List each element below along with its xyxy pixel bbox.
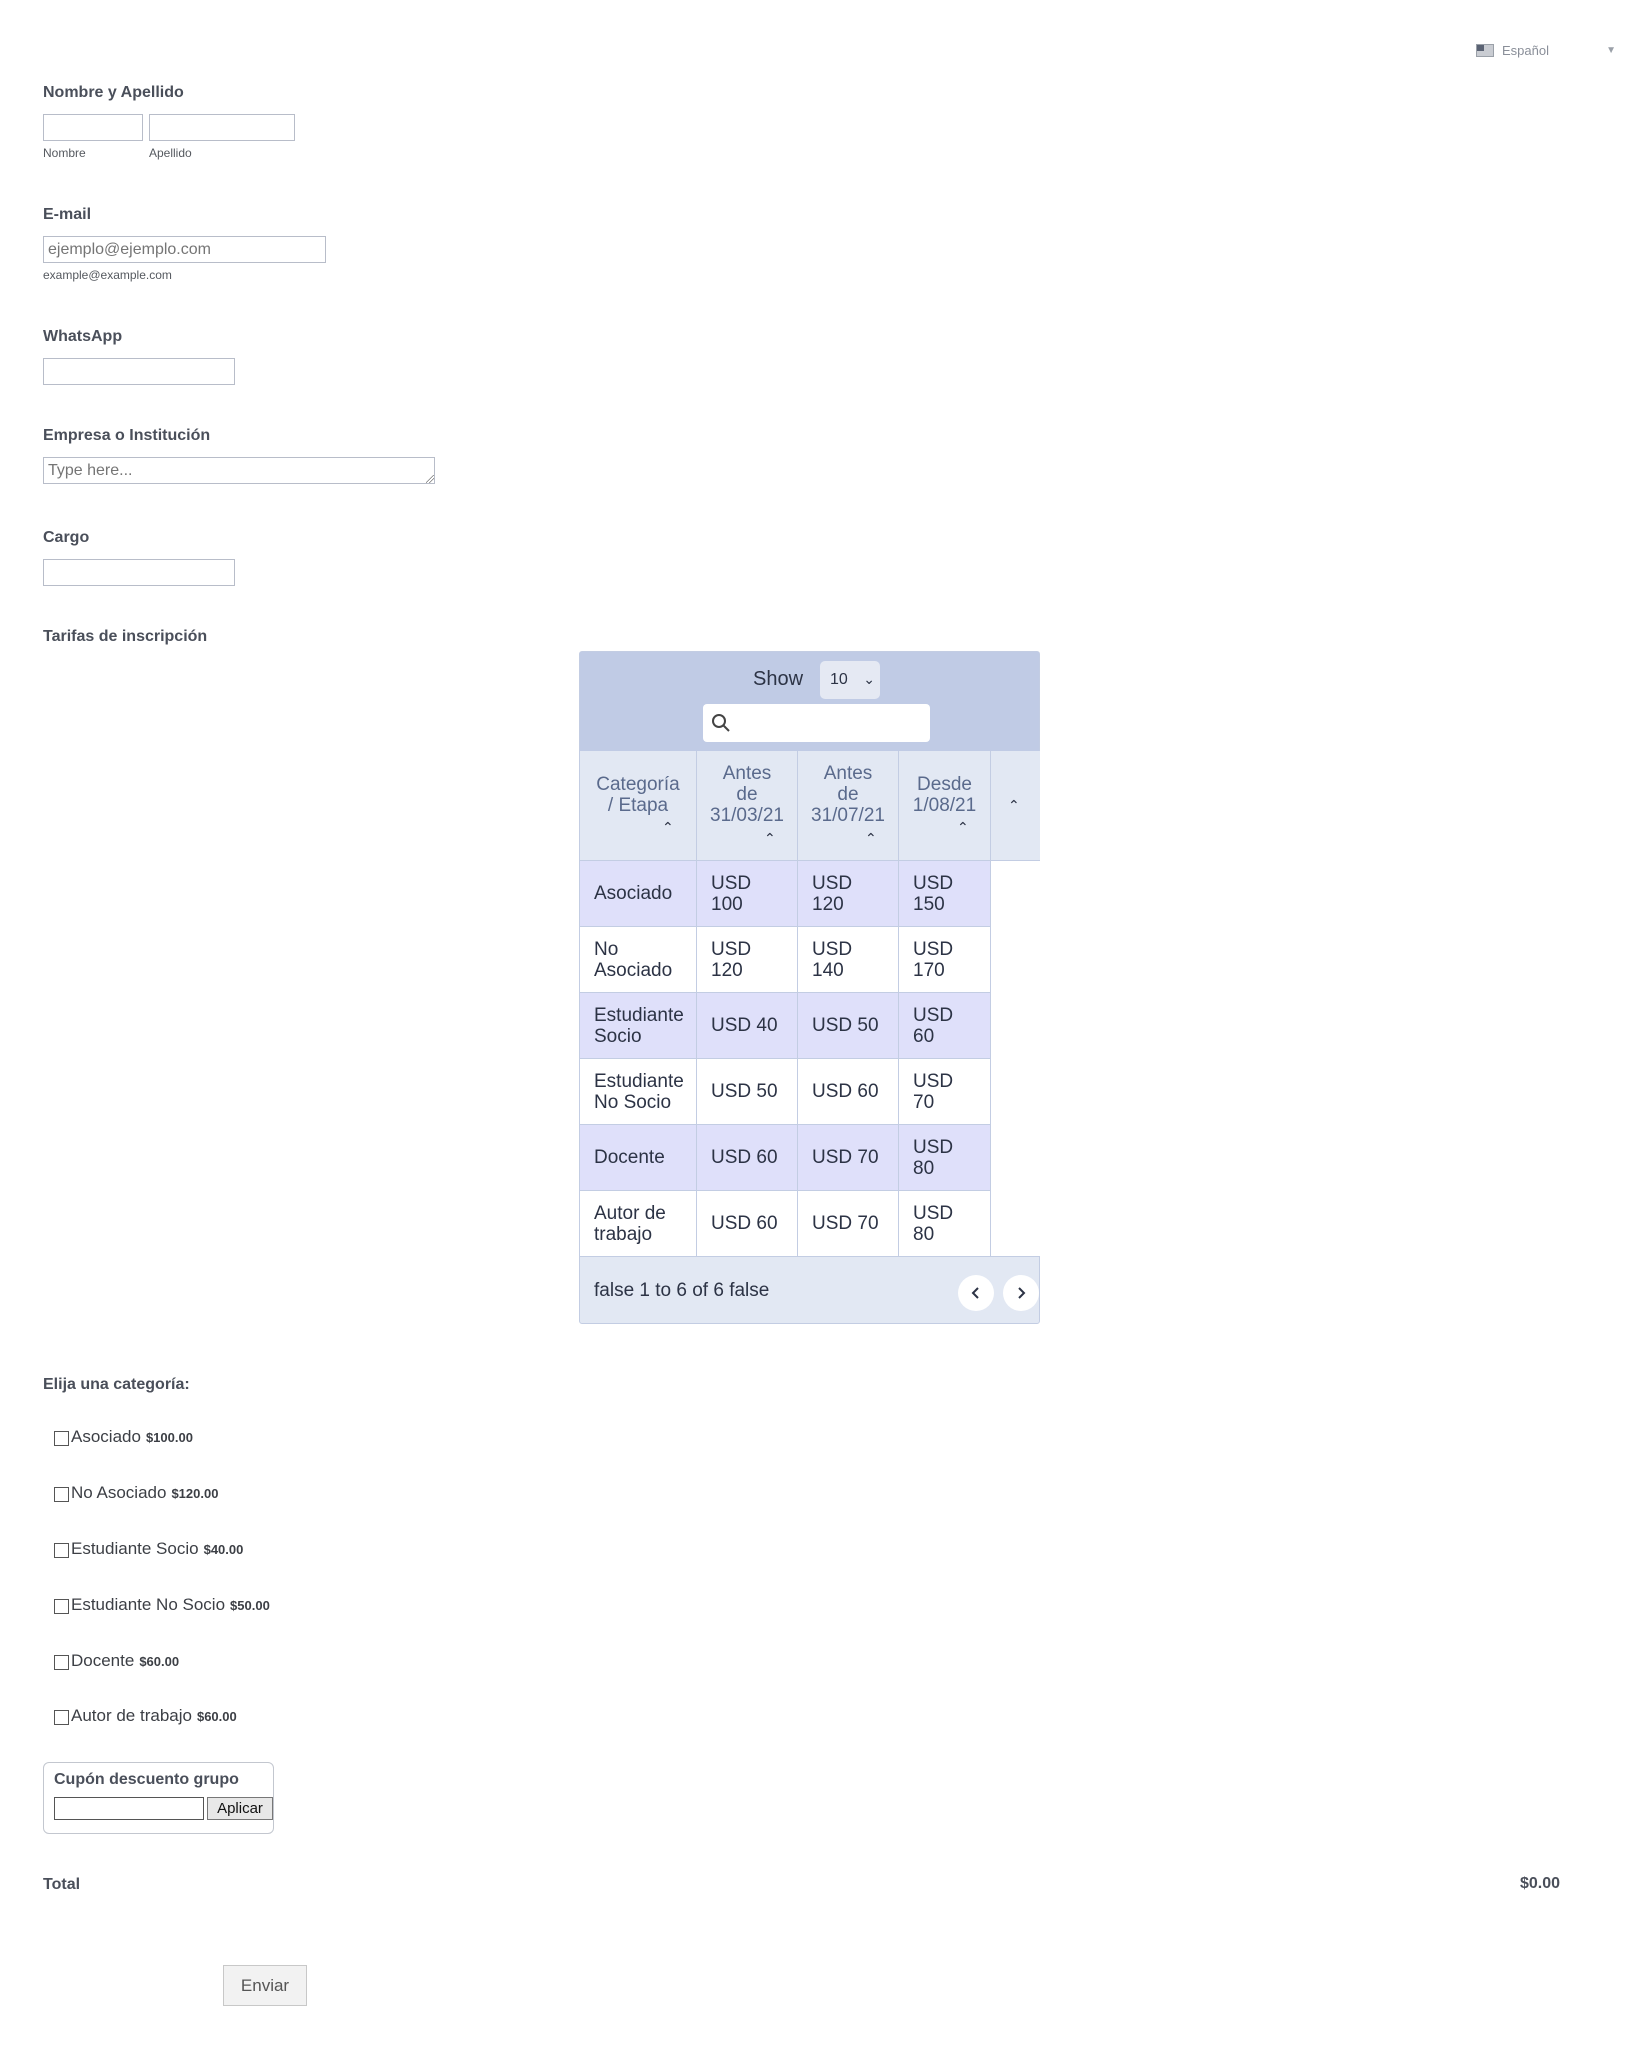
cell <box>697 861 798 927</box>
cell-empty <box>991 1125 1040 1191</box>
header-before-0331-line3: 31/03/21 <box>710 805 784 826</box>
cell: USD 70 <box>798 1125 899 1191</box>
cell-line: USD <box>812 872 853 894</box>
header-collapse[interactable] <box>991 751 1040 861</box>
category-name: No Asociado <box>71 1483 167 1502</box>
last-name-input[interactable] <box>149 114 295 141</box>
email-input[interactable] <box>43 236 326 263</box>
flag-icon <box>1476 44 1494 57</box>
cell: USD 60 <box>697 1125 798 1191</box>
cell-line: USD <box>913 1070 954 1092</box>
table-row <box>580 927 697 993</box>
cell <box>899 861 991 927</box>
cell <box>798 861 899 927</box>
apply-coupon-button[interactable]: Aplicar <box>207 1797 273 1820</box>
checkbox[interactable] <box>54 1599 69 1614</box>
category-name: Estudiante No Socio <box>71 1595 226 1614</box>
header-from-0801[interactable] <box>899 751 991 861</box>
cell-line: No Socio <box>594 1091 672 1113</box>
cell-line: 70 <box>913 1091 935 1113</box>
cell: USD 50 <box>697 1059 798 1125</box>
cell-line: USD <box>711 938 752 960</box>
category-name: Asociado <box>71 1427 141 1446</box>
chevron-down-icon: ⌄ <box>863 671 875 687</box>
cell-line: USD <box>913 1004 954 1026</box>
next-page-button[interactable] <box>1003 1275 1039 1311</box>
fees-label: Tarifas de inscripción <box>43 628 208 645</box>
header-before-0731-line3: 31/07/21 <box>811 805 885 826</box>
cell: USD 60 <box>697 1191 798 1257</box>
page-size-value: 10 <box>830 671 848 688</box>
cell-line: trabajo <box>594 1223 653 1245</box>
category-option[interactable] <box>54 1706 237 1726</box>
table-row: Docente <box>580 1125 697 1191</box>
sort-icon[interactable]: ⌃ <box>662 819 674 835</box>
header-category-line2: / Etapa <box>607 795 669 816</box>
cell: Asociado <box>594 883 673 904</box>
header-before-0731[interactable] <box>798 751 899 861</box>
last-name-sublabel: Apellido <box>149 146 192 160</box>
checkbox[interactable] <box>54 1655 69 1670</box>
cell-line: USD <box>812 938 853 960</box>
cell <box>899 927 991 993</box>
prev-page-button[interactable] <box>958 1275 994 1311</box>
cell-line: 120 <box>812 893 844 915</box>
company-textarea[interactable] <box>43 457 435 484</box>
header-category[interactable] <box>580 751 697 861</box>
category-option[interactable] <box>54 1539 243 1559</box>
cell-line: 140 <box>812 959 844 981</box>
sort-icon[interactable]: ⌃ <box>957 819 969 835</box>
coupon-box <box>43 1762 274 1834</box>
table-search-input[interactable] <box>703 704 930 742</box>
checkbox[interactable] <box>54 1431 69 1446</box>
cell <box>899 1125 991 1191</box>
cell <box>899 1059 991 1125</box>
category-name: Estudiante Socio <box>71 1539 199 1558</box>
cell-line: Estudiante <box>594 1070 684 1092</box>
header-from-0801-line2: 1/08/21 <box>912 795 977 816</box>
cell-line: 80 <box>913 1157 935 1179</box>
cell-line: Estudiante <box>594 1004 684 1026</box>
total-label: Total <box>43 1876 81 1893</box>
position-label: Cargo <box>43 529 90 546</box>
category-name: Autor de trabajo <box>71 1706 192 1725</box>
table-row <box>580 993 697 1059</box>
cell-line: 120 <box>711 959 743 981</box>
cell-line: USD <box>913 1202 954 1224</box>
table-row <box>580 1059 697 1125</box>
header-before-0331[interactable] <box>697 751 798 861</box>
cell-line: USD <box>913 938 954 960</box>
cell-line: Autor de <box>594 1202 666 1224</box>
table-toolbar <box>580 652 1039 751</box>
table-row <box>580 1191 697 1257</box>
table-row <box>580 861 697 927</box>
language-label: Español <box>1502 42 1549 58</box>
category-label: Elija una categoría: <box>43 1376 190 1393</box>
submit-button[interactable]: Enviar <box>223 1965 307 2006</box>
name-label: Nombre y Apellido <box>43 84 184 101</box>
chevron-up-icon[interactable]: ⌃ <box>1008 797 1020 813</box>
cell-line: 170 <box>913 959 945 981</box>
first-name-input[interactable] <box>43 114 143 141</box>
category-price: $120.00 <box>171 1485 219 1501</box>
header-before-0731-line2: de <box>837 784 859 805</box>
header-before-0331-line2: de <box>736 784 758 805</box>
sort-icon[interactable]: ⌃ <box>865 830 877 846</box>
language-selector[interactable] <box>1476 40 1616 60</box>
cell-line: 80 <box>913 1223 935 1245</box>
category-price: $60.00 <box>196 1708 237 1724</box>
cell-empty <box>991 861 1040 927</box>
cell-line: 100 <box>711 893 743 915</box>
category-name: Docente <box>71 1651 135 1670</box>
category-price: $60.00 <box>139 1653 180 1669</box>
resize-handle-icon[interactable] <box>426 475 434 483</box>
header-before-0331-line1: Antes <box>722 763 772 784</box>
cell-empty <box>991 1059 1040 1125</box>
chevron-left-icon <box>970 1287 982 1299</box>
whatsapp-label: WhatsApp <box>43 328 123 345</box>
category-option[interactable] <box>54 1651 179 1671</box>
cell-line: Socio <box>594 1025 642 1047</box>
cell <box>899 1191 991 1257</box>
coupon-input[interactable] <box>54 1797 204 1820</box>
cell <box>899 993 991 1059</box>
category-option[interactable] <box>54 1427 193 1447</box>
chevron-down-icon: ▼ <box>1606 44 1616 56</box>
first-name-sublabel: Nombre <box>43 146 86 160</box>
category-price: $40.00 <box>203 1541 244 1557</box>
position-input[interactable] <box>43 559 235 586</box>
cell <box>697 927 798 993</box>
cell-line: No <box>594 938 619 960</box>
page-size-select[interactable] <box>820 661 880 699</box>
category-price: $100.00 <box>145 1429 193 1445</box>
category-option[interactable] <box>54 1483 218 1503</box>
cell: USD 60 <box>798 1059 899 1125</box>
checkbox[interactable] <box>54 1487 69 1502</box>
company-label: Empresa o Institución <box>43 427 211 444</box>
sort-icon[interactable]: ⌃ <box>764 830 776 846</box>
cell-line: USD <box>913 872 954 894</box>
header-before-0731-line1: Antes <box>823 763 873 784</box>
header-from-0801-line1: Desde <box>917 774 972 795</box>
category-option[interactable] <box>54 1595 270 1615</box>
cell: USD 70 <box>798 1191 899 1257</box>
cell-line: 60 <box>913 1025 935 1047</box>
cell-empty <box>991 1191 1040 1257</box>
fees-table-widget <box>579 651 1040 1324</box>
whatsapp-input[interactable] <box>43 358 235 385</box>
cell-empty <box>991 927 1040 993</box>
cell-line: Asociado <box>594 959 673 981</box>
cell-empty <box>991 993 1040 1059</box>
cell-line: USD <box>711 872 752 894</box>
company-textarea-wrap <box>43 457 435 484</box>
show-label: Show <box>753 668 804 690</box>
total-value: $0.00 <box>1520 1875 1561 1892</box>
chevron-right-icon <box>1015 1287 1027 1299</box>
cell: USD 40 <box>697 993 798 1059</box>
email-sublabel: example@example.com <box>43 268 172 282</box>
cell: USD 50 <box>798 993 899 1059</box>
coupon-label: Cupón descuento grupo <box>54 1771 239 1788</box>
cell-line: USD <box>913 1136 954 1158</box>
checkbox[interactable] <box>54 1710 69 1725</box>
cell <box>798 927 899 993</box>
search-icon <box>711 713 731 733</box>
email-label: E-mail <box>43 206 92 223</box>
checkbox[interactable] <box>54 1543 69 1558</box>
cell-line: 150 <box>913 893 945 915</box>
header-category-line1: Categoría <box>596 774 680 795</box>
category-price: $50.00 <box>230 1597 270 1613</box>
pagination-info: false 1 to 6 of 6 false <box>594 1280 770 1301</box>
